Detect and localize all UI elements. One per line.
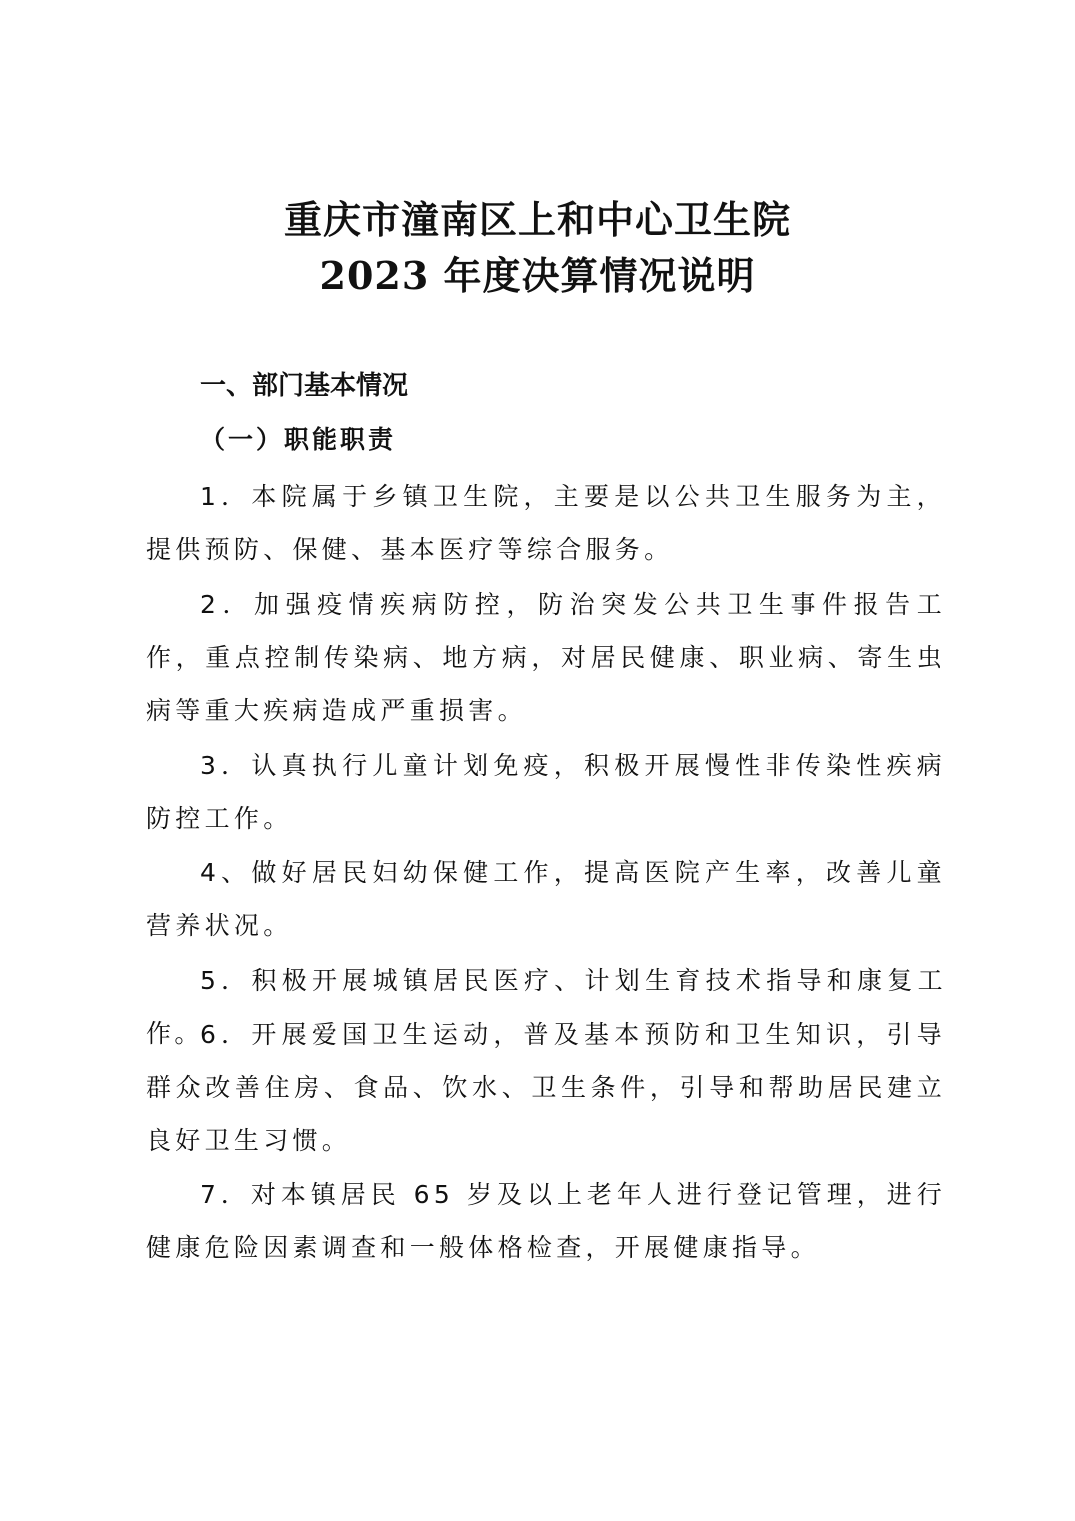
document-title-line-2: 2023 年度决算情况说明	[319, 253, 756, 298]
paragraph-3: 3．认真执行儿童计划免疫，积极开展慢性非传染性疾病防控工作。	[146, 751, 946, 833]
paragraph-7: 7．对本镇居民 65 岁及以上老年人进行登记管理，进行健康危险因素调查和一般体格检查，开展健康指导。	[146, 1180, 946, 1262]
section-heading: 一、部门基本情况	[200, 371, 409, 401]
paragraph-5: 5．积极开展城镇居民医疗、计划生育技术指导和康复工作。	[146, 966, 946, 1048]
paragraph-4: 4、做好居民妇幼保健工作，提高医院产生率，改善儿童营养状况。	[146, 858, 946, 940]
subsection-heading: （一）职能职责	[200, 425, 397, 454]
paragraph-2: 2．加强疫情疾病防控，防治突发公共卫生事件报告工作，重点控制传染病、地方病，对居民健康、职业病、寄生虫病等重大疾病造成严重损害。	[146, 590, 946, 725]
document-title-line-1: 重庆市潼南区上和中心卫生院	[283, 197, 791, 242]
paragraph-1: 1．本院属于乡镇卫生院，主要是以公共卫生服务为主，提供预防、保健、基本医疗等综合服务。	[146, 482, 946, 564]
paragraph-6: 6．开展爱国卫生运动，普及基本预防和卫生知识，引导群众改善住房、食品、饮水、卫生条件，引导和帮助居民建立良好卫生习惯。	[146, 1020, 946, 1155]
